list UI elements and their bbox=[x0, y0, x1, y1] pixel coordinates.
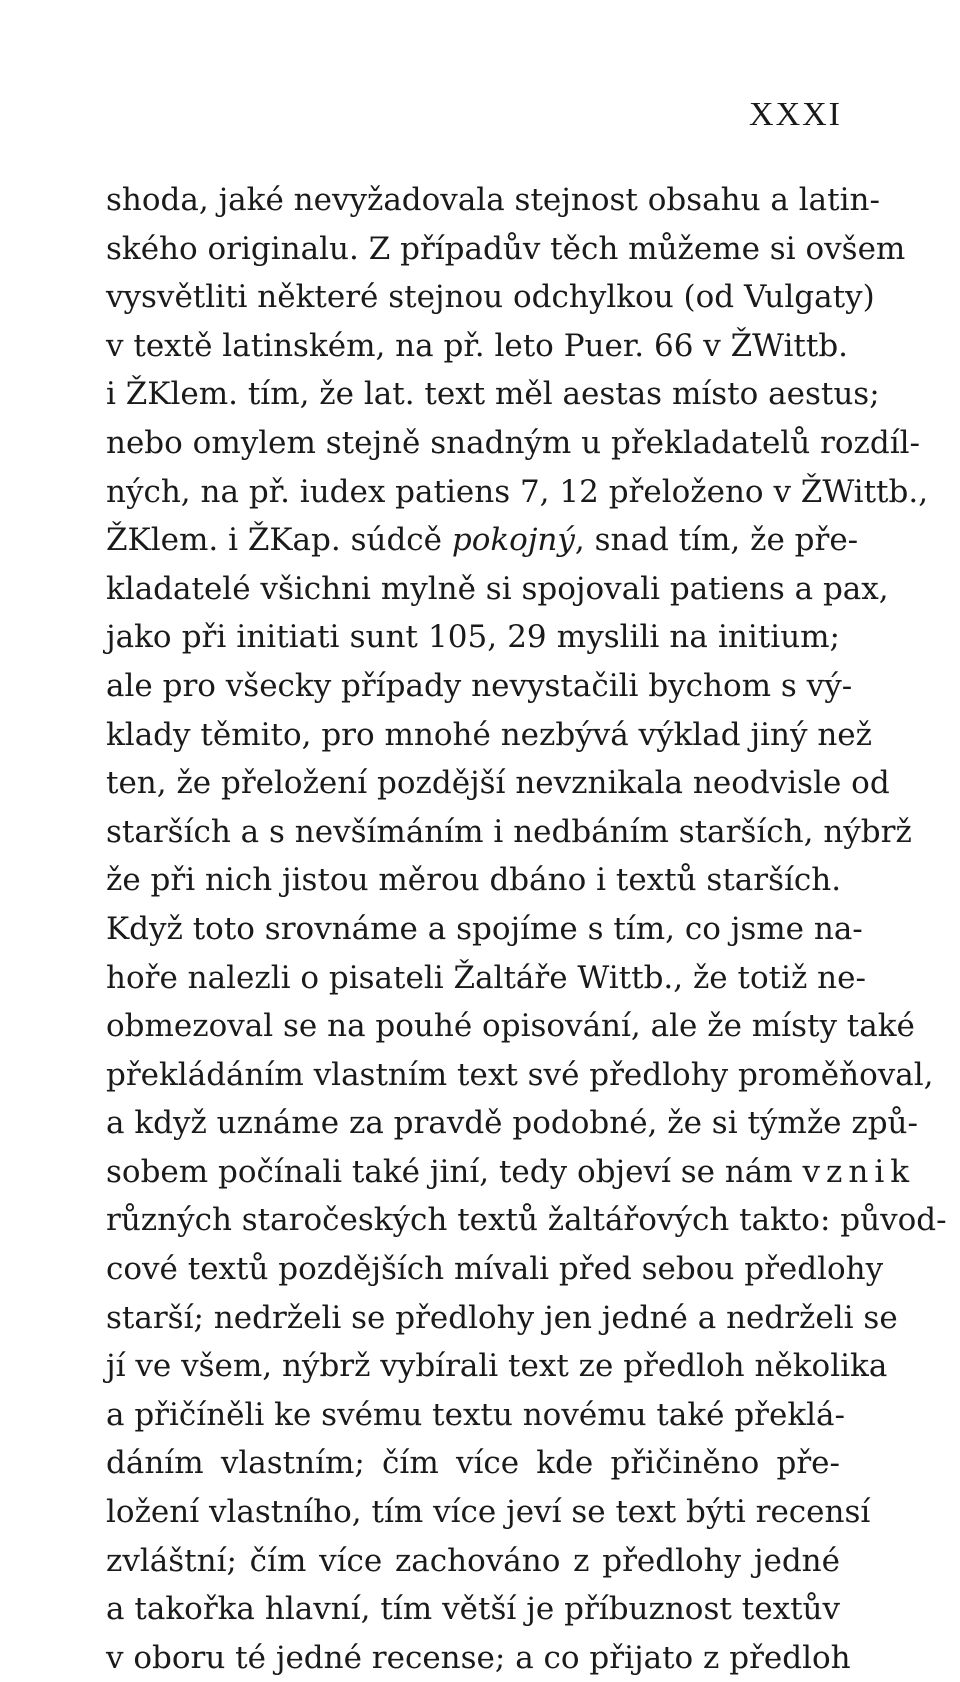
text-line-4: v textě latinském, na př. leto Puer. 66 v ŽWittb. bbox=[106, 327, 849, 364]
italic-word: pokojný bbox=[451, 522, 575, 559]
text-line-14: starších a s nevšímáním i nedbáním starších, nýbrž bbox=[106, 813, 912, 850]
text-line-1: shoda, jaké nevyžadovala stejnost obsahu a latin- bbox=[106, 182, 880, 218]
text-line-6: nebo omylem stejně snadným u překladatelů rozdíl- bbox=[106, 424, 921, 461]
text-line-13: ten, že přeložení pozdější nevznikala neodvisle od bbox=[106, 765, 890, 802]
text-line-7: ných, na př. iudex patiens 7, 12 přeloženo v ŽWittb., bbox=[106, 473, 929, 510]
text-line-12: klady těmito, pro mnohé nezbývá výklad jiný než bbox=[106, 716, 872, 753]
text-line-29: zvláštní; čím více zachováno z předlohy jedné bbox=[106, 1542, 840, 1579]
text-line-22: různých staročeských textů žaltářových takto: původ- bbox=[106, 1202, 947, 1239]
text-line-16: Když toto srovnáme a spojíme s tím, co jsme na- bbox=[106, 910, 863, 947]
text-line-9: kladatelé všichni mylně si spojovali patiens a pax, bbox=[106, 570, 889, 607]
text-line-21-start: sobem počínali také jiní, tedy objeví se nám bbox=[106, 1153, 793, 1190]
text-line-3: vysvětliti některé stejnou odchylkou (od Vulgaty) bbox=[106, 279, 875, 316]
text-line-24: starší; nedrželi se předlohy jen jedné a nedrželi se bbox=[106, 1299, 898, 1336]
body-text bbox=[106, 176, 947, 1682]
text-line-2: ského originalu. Z případův těch můžeme si ovšem bbox=[106, 230, 906, 267]
text-line-10: jako při initiati sunt 105, 29 myslili na initium; bbox=[106, 619, 840, 656]
text-line-17: hoře nalezli o pisateli Žaltáře Wittb., že totiž ne- bbox=[106, 959, 866, 996]
text-line-15: že při nich jistou měrou dbáno i textů starších. bbox=[106, 862, 842, 899]
spaced-word: vznik bbox=[802, 1153, 916, 1190]
text-line-19: překládáním vlastním text své předlohy proměňoval, bbox=[106, 1056, 934, 1093]
text-line-11: ale pro všecky případy nevystačili bychom s vý- bbox=[106, 667, 853, 704]
page-number: XXXI bbox=[749, 96, 842, 133]
text-line-8 bbox=[106, 516, 859, 565]
text-line-5: i ŽKlem. tím, že lat. text měl aestas místo aestus; bbox=[106, 376, 880, 413]
text-line-26: a přičíněli ke svému textu novému také překlá- bbox=[106, 1396, 846, 1433]
text-line-25: jí ve všem, nýbrž vybírali text ze předloh několika bbox=[106, 1348, 888, 1385]
text-line-8-end: , snad tím, že pře- bbox=[574, 522, 859, 559]
text-line-20: a když uznáme za pravdě podobné, že si týmže způ- bbox=[106, 1105, 918, 1142]
text-line-30: a takořka hlavní, tím větší je příbuznost textův bbox=[106, 1591, 840, 1628]
text-line-18: obmezoval se na pouhé opisování, ale že místy také bbox=[106, 1008, 915, 1045]
text-line-31: v oboru té jedné recense; a co přijato z předloh bbox=[106, 1639, 851, 1676]
text-line-8-start: ŽKlem. i ŽKap. súdcě bbox=[106, 522, 442, 559]
text-line-21 bbox=[106, 1148, 916, 1197]
text-line-23: cové textů pozdějších mívali před sebou předlohy bbox=[106, 1251, 884, 1288]
text-line-28: ložení vlastního, tím více jeví se text býti recensí bbox=[106, 1494, 871, 1531]
text-line-27: dáním vlastním; čím více kde přičiněno pře- bbox=[106, 1445, 840, 1482]
